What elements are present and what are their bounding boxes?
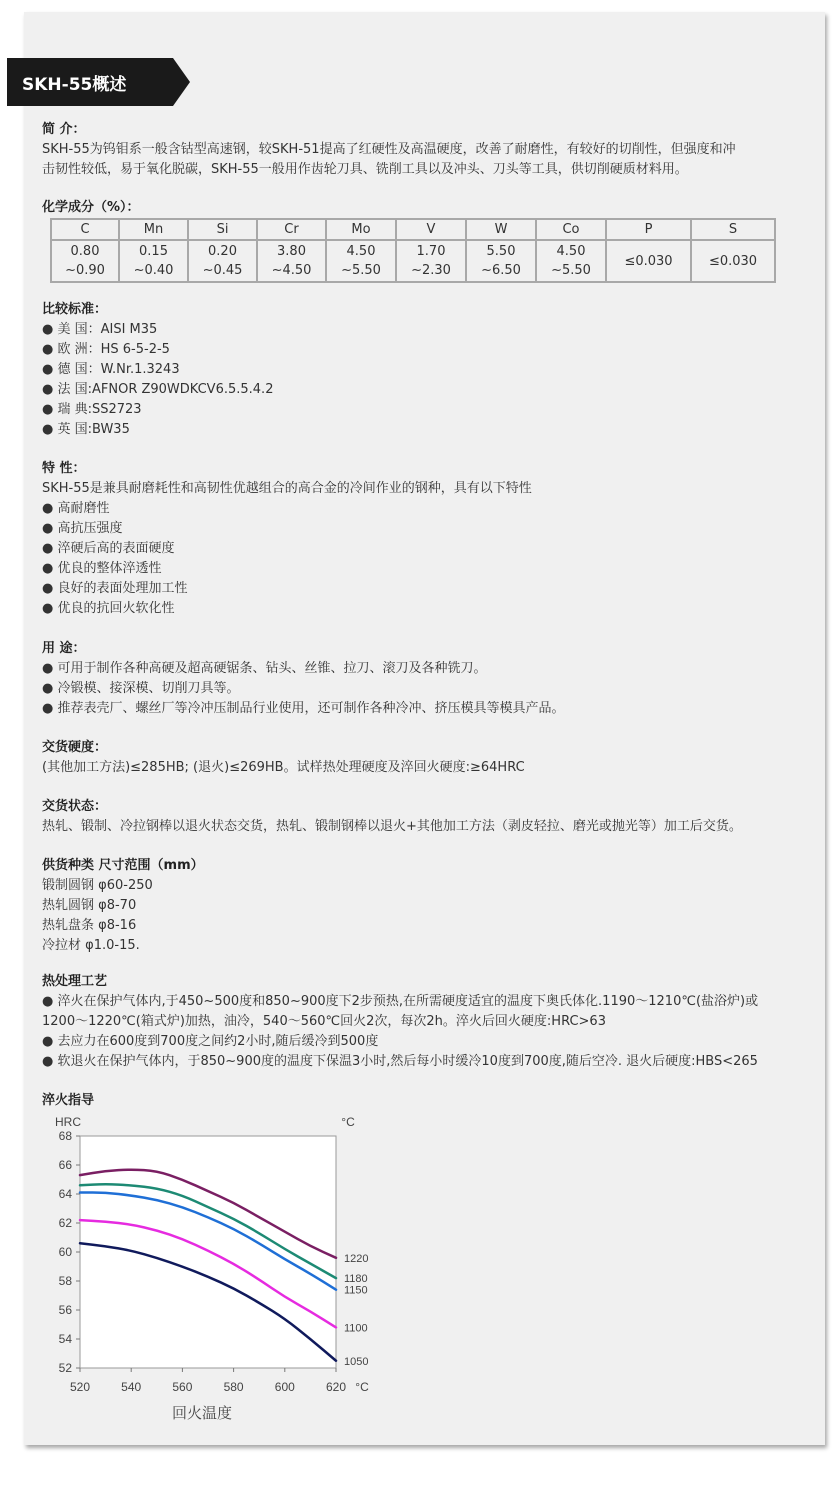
heat-line: ● 软退火在保护气体内，于850~900度的温度下保温3小时,然后每小时缓冷10度到700度,随后空冷. 退火后硬度:HBS<265 [42,1054,758,1069]
chem-col-header: Si [188,219,257,240]
chem-col-header: S [691,219,775,240]
features-item: ● 良好的表面处理加工性 [42,581,188,596]
chem-cell: 4.50 ~5.50 [326,240,396,282]
features-item: ● 优良的抗回火软化性 [42,601,175,616]
chemistry-heading: 化学成分（%）： [42,200,140,215]
y-tick-label: 66 [58,1158,72,1172]
intro-section [42,120,802,180]
chem-cell: ≤0.030 [606,240,691,282]
intro-line: SKH-55为钨钼系一般含钴型高速钢，较SKH-51提高了红硬性及高温硬度，改善了耐磨性，有较好的切削性，但强度和冲 [42,142,736,157]
heat-line: ● 去应力在600度到700度之间约2小时,随后缓冷到500度 [42,1034,379,1049]
heat-heading: 热处理工艺 [42,974,108,989]
usage-item: ● 推荐表壳厂、螺丝厂等冷冲压制品行业使用，还可制作各种冷冲、挤压模具等模具产品。 [42,701,565,716]
intro-line: 击韧性较低，易于氧化脱碳，SKH-55一般用作齿轮刀具、铣削工具以及冲头、刀头等工具，供切削硬质材料用。 [42,162,688,177]
series-label-1220: 1220 [344,1252,369,1265]
features-item: ● 淬硬后高的表面硬度 [42,541,175,556]
y-tick-label: 64 [58,1187,72,1201]
quench-heading: 淬火指导 [42,1093,95,1108]
series-label-1180: 1180 [344,1273,368,1286]
x-axis-label: 回火温度 [171,1404,233,1422]
x-tick-label: 620 [325,1380,347,1394]
hardness-text: (其他加工方法)≤285HB; (退火)≤269HB。试样热处理硬度及淬回火硬度:≥64HRC [42,760,525,775]
chem-cell: 5.50 ~6.50 [466,240,536,282]
series-label-1050: 1050 [344,1355,369,1368]
chem-col-header: P [606,219,691,240]
y-tick-label: 60 [58,1245,72,1259]
standards-item: ● 法 国:AFNOR Z90WDKCV6.5.5.4.2 [42,382,274,397]
chem-cell: 0.20 ~0.45 [188,240,257,282]
delivery-heading: 交货状态： [42,799,108,814]
banner-title: SKH-55概述 [22,75,127,95]
usage-section [42,639,802,719]
chem-cell: 4.50 ~5.50 [536,240,606,282]
usage-heading: 用 途： [42,641,86,656]
chem-cell: 1.70 ~2.30 [396,240,466,282]
x-tick-label: 600 [274,1380,295,1394]
x-tick-label: 580 [223,1380,244,1394]
delivery-section [42,797,802,837]
standards-item: ● 德 国：W.Nr.1.3243 [42,362,180,377]
chem-col-header: Mo [326,219,396,240]
y-tick-label: 54 [58,1332,72,1346]
chem-col-header: C [51,219,119,240]
y-tick-label: 56 [58,1303,72,1317]
y-tick-label: 68 [58,1129,72,1143]
features-item: ● 高耐磨性 [42,501,110,516]
chem-cell: 0.15 ~0.40 [119,240,188,282]
chart-svg [42,1110,382,1430]
quench-section [42,1091,802,1111]
x-tick-label: 540 [121,1380,142,1394]
chem-col-header: W [466,219,536,240]
series-label-1100: 1100 [344,1322,368,1335]
supply-section [42,856,802,956]
supply-heading: 供货种类 尺寸范围（mm） [42,858,204,873]
chem-cell: ≤0.030 [691,240,775,282]
features-intro: SKH-55是兼具耐磨耗性和高韧性优越组合的高合金的冷间作业的钢种，具有以下特性 [42,481,532,496]
chem-col-header: V [396,219,466,240]
intro-heading: 简 介： [42,122,86,137]
supply-item: 热轧盘条 φ8-16 [42,918,137,933]
y-axis-label: HRC [55,1115,81,1129]
heat-section [42,972,802,1072]
standards-section [42,300,802,440]
standards-item: ● 英 国:BW35 [42,422,130,437]
y-tick-label: 62 [58,1216,72,1230]
x-tick-label: 520 [69,1380,91,1394]
tempering-chart [42,1110,382,1430]
chem-cell: 0.80 ~0.90 [51,240,119,282]
standards-item: ● 欧 洲：HS 6-5-2-5 [42,342,170,357]
standards-item: ● 瑞 典:SS2723 [42,402,142,417]
chem-cell: 3.80 ~4.50 [257,240,326,282]
x-unit-label: °C [355,1380,369,1394]
supply-item: 热轧圆钢 φ8-70 [42,898,137,913]
chem-col-header: Cr [257,219,326,240]
features-heading: 特 性： [42,461,86,476]
hardness-heading: 交货硬度： [42,740,108,755]
features-item: ● 高抗压强度 [42,521,123,536]
usage-item: ● 冷锻模、接深模、切削刀具等。 [42,681,240,696]
supply-item: 冷拉材 φ1.0-15. [42,938,140,953]
delivery-text: 热轧、锻制、冷拉钢棒以退火状态交货，热轧、锻制钢棒以退火+其他加工方法（剥皮轻拉、磨光或抛光等）加工后交货。 [42,819,742,834]
standards-heading: 比较标准： [42,302,108,317]
features-section [42,459,802,619]
chem-col-header: Co [536,219,606,240]
chem-col-header: Mn [119,219,188,240]
heat-line: 1200～1220℃(箱式炉)加热，油冷，540～560℃回火2次，每次2h。淬火后回火硬度:HRC>63 [42,1014,606,1029]
heat-line: ● 淬火在保护气体内,于450~500度和850~900度下2步预热,在所需硬度适宜的温度下奥氏体化.1190～1210℃(盐浴炉)或 [42,994,759,1009]
y-tick-label: 52 [58,1361,72,1375]
usage-item: ● 可用于制作各种高硬及超高硬锯条、钻头、丝锥、拉刀、滚刀及各种铣刀。 [42,661,487,676]
y-tick-label: 58 [58,1274,72,1288]
chemistry-table [50,218,776,283]
standards-item: ● 美 国：AISI M35 [42,322,158,337]
series-label-1150: 1150 [344,1284,368,1297]
y2-axis-label: °C [341,1115,355,1129]
x-tick-label: 560 [172,1380,193,1394]
supply-item: 锻制圆钢 φ60-250 [42,878,153,893]
features-item: ● 优良的整体淬透性 [42,561,162,576]
hardness-section [42,738,802,778]
chemistry-section [42,198,802,218]
